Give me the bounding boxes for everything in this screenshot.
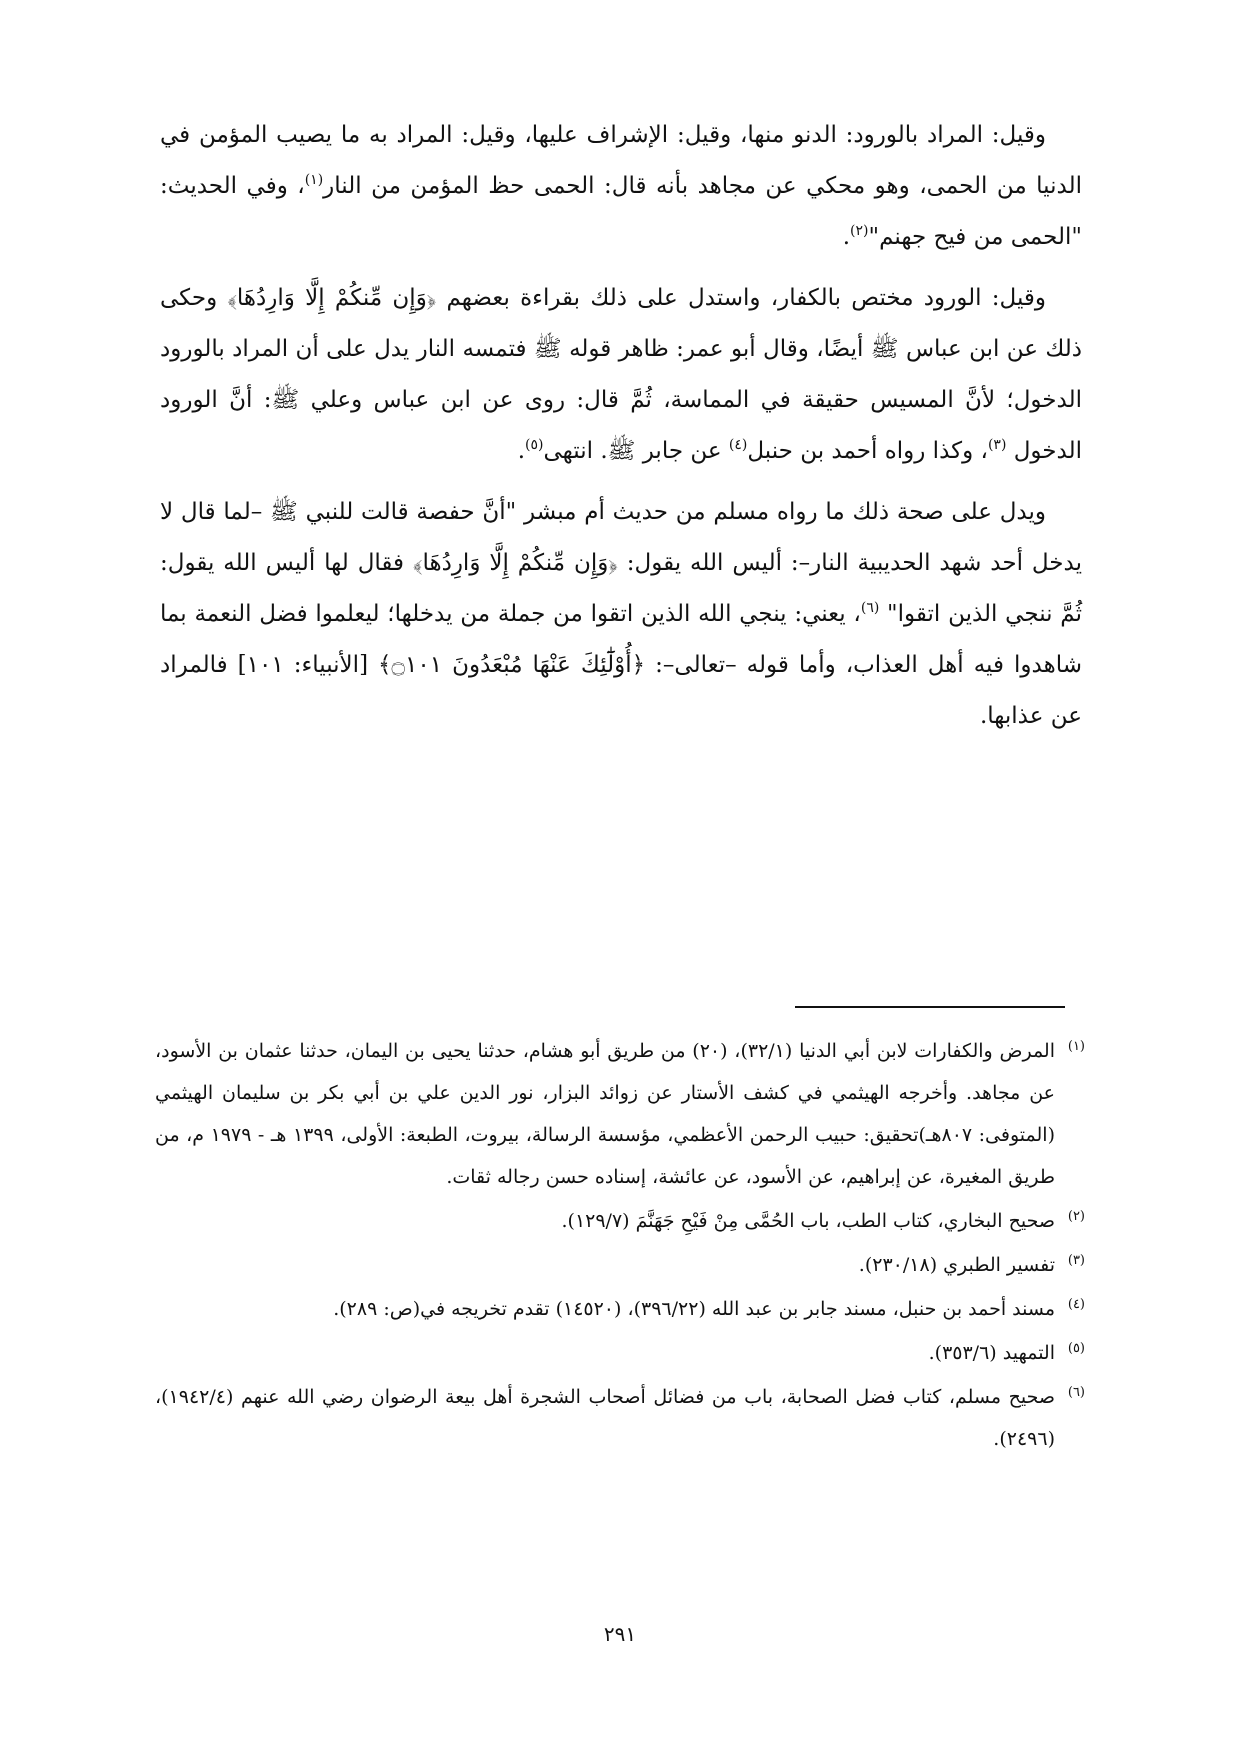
footnote-number: (٣) (1067, 1253, 1085, 1268)
footnote-ref-6[interactable]: (٦) (860, 600, 880, 616)
footnote-5 (155, 1332, 1085, 1374)
footnote-text: التمهيد (٣٥٣/٦). (928, 1342, 1055, 1364)
footnote-separator (795, 1006, 1065, 1008)
footnote-text: المرض والكفارات لابن أبي الدنيا (٣٢/١)، (٢٠) من طريق أبو هشام، حدثنا يحيى بن اليمان، حدثنا عثمان بن الأسود، عن مجاهد. وأخرجه الهيثمي في كشف الأستار عن زوائد البزار، نور الدين علي بن أبي بكر بن سليمان الهيثمي (المتوفى: ٨٠٧هـ)تحقيق: حبيب الرحمن الأعظمي، مؤسسة الرسالة، بيروت، الطبعة: الأولى، ١٣٩٩ هـ - ١٩٧٩ م، من طريق المغيرة، عن إبراهيم، عن الأسود، عن عائشة، إسناده حسن رجاله ثقات. (155, 1040, 1055, 1188)
footnote-ref-5[interactable]: (٥) (525, 437, 544, 453)
footnote-3 (155, 1244, 1085, 1286)
footnote-text: صحيح البخاري، كتاب الطب، باب الحُمَّى مِنْ فَيْحِ جَهَنَّمَ (١٢٩/٧). (561, 1210, 1055, 1232)
footnote-number: (١) (1067, 1039, 1085, 1054)
footnote-ref-1[interactable]: (١) (304, 172, 324, 188)
paragraph-1: وقيل: المراد بالورود: الدنو منها، وقيل: الإشراف عليها، وقيل: المراد به ما يصيب المؤمن في الدنيا من الحمى، وهو محكي عن مجاهد بأنه قال: الحمى حظ المؤمن من النار$^{(١)}$، وفي الحديث: "الحمى من فيح جهنم"$^{(٢)}$. (160, 122, 1082, 250)
paragraph-2: وقيل: الورود مختص بالكفار، واستدل على ذلك بقراءة بعضهم ﴿وَإِن مِّنكُمْ إِلَّا وَارِدُهَا﴾ وحكى ذلك عن ابن عباس ﷺ أيضًا، وقال أبو عمر: ظاهر قوله ﷺ فتمسه النار يدل على أن المراد بالورود الدخول؛ لأنَّ المسيس حقيقة في المماسة، ثُمَّ قال: روى عن ابن عباس وعلي ﷺ: أنَّ الورود الدخول $^{(٣)}$، وكذا رواه أحمد بن حنبل$^{(٤)}$ عن جابر ﷺ. انتهى$^{(٥)}$. (160, 285, 1082, 464)
footnote-text: صحيح مسلم، كتاب فضل الصحابة، باب من فضائل أصحاب الشجرة أهل بيعة الرضوان رضي الله عنهم (١٩٤٢/٤)، (٢٤٩٦). (155, 1386, 1055, 1450)
footnotes (155, 1030, 1085, 1462)
footnote-text: تفسير الطبري (٢٣٠/١٨). (858, 1254, 1055, 1276)
footnote-number: (٥) (1067, 1341, 1085, 1356)
footnote-number: (٢) (1067, 1209, 1085, 1224)
footnote-number: (٦) (1067, 1385, 1085, 1400)
footnote-4 (155, 1288, 1085, 1330)
footnote-ref-3[interactable]: (٣) (987, 437, 1007, 453)
footnote-6 (155, 1376, 1085, 1460)
footnote-2 (155, 1200, 1085, 1242)
paragraph-3: ويدل على صحة ذلك ما رواه مسلم من حديث أم مبشر "أنَّ حفصة قالت للنبي ﷺ –لما قال لا يدخل أحد شهد الحديبية النار–: أليس الله يقول: ﴿وَإِن مِّنكُمْ إِلَّا وَارِدُهَا﴾ فقال لها أليس الله يقول: ثُمَّ ننجي الذين اتقوا" $^{(٦)}$، يعني: ينجي الله الذين اتقوا من جملة من يدخلها؛ ليعلموا فضل النعمة بما شاهدوا فيه أهل العذاب، وأما قوله –تعالى–: ﴿أُوْلَٰٓئِكَ عَنْهَا مُبْعَدُونَ ۝١٠١﴾ [الأنبياء: ١٠١] فالمراد عن عذابها. (160, 499, 1082, 729)
main-text (160, 110, 1082, 752)
footnote-text: مسند أحمد بن حنبل، مسند جابر بن عبد الله (٣٩٦/٢٢)، (١٤٥٢٠) تقدم تخريجه في(ص: ٢٨٩). (333, 1298, 1055, 1320)
footnote-ref-4[interactable]: (٤) (728, 437, 748, 453)
footnote-1 (155, 1030, 1085, 1198)
footnote-ref-2[interactable]: (٢) (850, 223, 869, 239)
footnote-number: (٤) (1067, 1297, 1085, 1312)
page-number: ٢٩١ (603, 1622, 637, 1646)
